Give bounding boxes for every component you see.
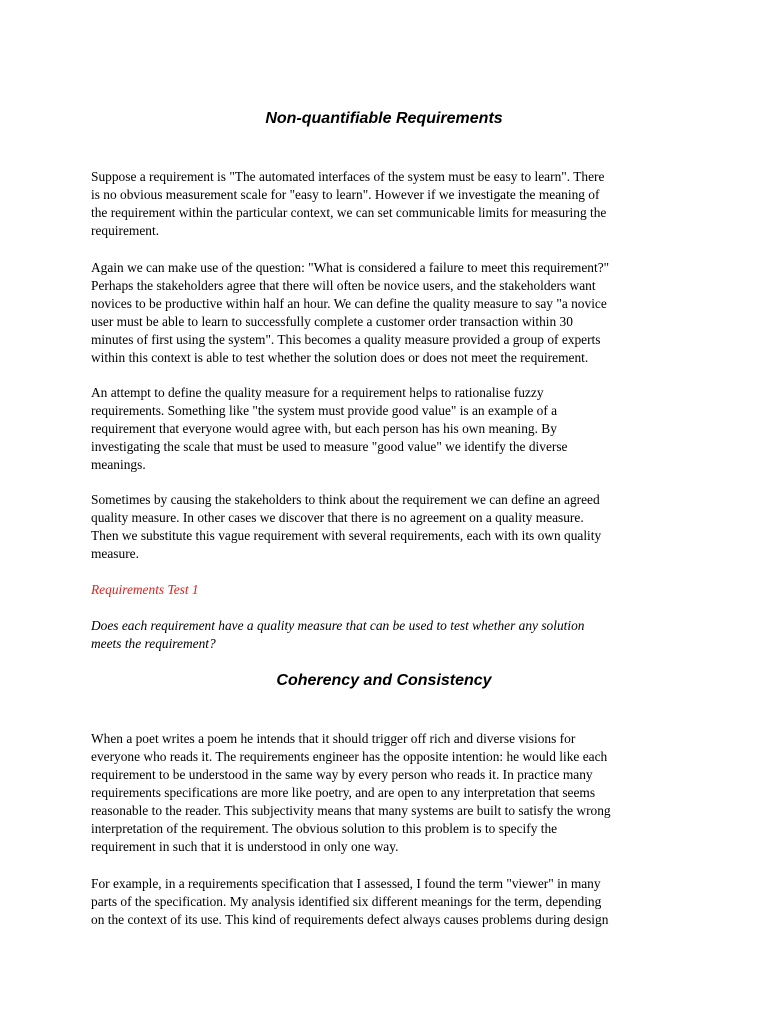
requirements-test-question: Does each requirement have a quality measure that can be used to test whether any solution meets the requirement?: [91, 618, 585, 651]
section-title-non-quantifiable: Non-quantifiable Requirements: [265, 110, 503, 127]
paragraph-poet-analogy: When a poet writes a poem he intends that it should trigger off rich and diverse visions for everyone who reads it. The requirements engineer has the opposite intention: he would like each requirement to be understood in the same way by every person who reads it. In practice many requirements specifications are more like poetry, and are open to any interpretation that seems reasonable to the reader. This subjectivity means that many systems are built to satisfy the wrong interpretation of the requirement. The obvious solution to this problem is to specify the requirement in such that it is understood in only one way.: [91, 731, 611, 854]
section-title-coherency-consistency: Coherency and Consistency: [276, 672, 492, 689]
requirements-test-label: Requirements Test 1: [91, 582, 199, 597]
paragraph-viewer-example: For example, in a requirements specification that I assessed, I found the term "viewer" in many parts of the specification. My analysis identified six different meanings for the term, depending on the context of its use. This kind of requirements defect always causes problems during design: [91, 876, 609, 927]
paragraph-fuzzy-requirements: An attempt to define the quality measure for a requirement helps to rationalise fuzzy requirements. Something like "the system must provide good value" is an example of a requirement that everyone would agree with, but each person has his own meaning. By investigating the scale that must be used to measure "good value" we identify the diverse meanings.: [91, 385, 568, 472]
paragraph-easy-to-learn: Suppose a requirement is "The automated interfaces of the system must be easy to learn". There is no obvious measurement scale for "easy to learn". However if we investigate the meaning of the requirement within the particular context, we can set communicable limits for measuring the requirement.: [91, 169, 607, 238]
paragraph-failure-question: Again we can make use of the question: "What is considered a failure to meet this requirement?" Perhaps the stakeholders agree that there will often be novice users, and the stakeholders want novices to be productive within half an hour. We can define the quality measure to say "a novice user must be able to learn to successfully complete a customer order transaction within 30 minutes of first using the system". This becomes a quality measure provided a group of experts within this context is able to test whether the solution does or does not meet the requirement.: [91, 260, 610, 365]
paragraph-agreed-quality-measure: Sometimes by causing the stakeholders to think about the requirement we can define an agreed quality measure. In other cases we discover that there is no agreement on a quality measure. Then we substitute this vague requirement with several requirements, each with its own quality measure.: [91, 492, 602, 561]
